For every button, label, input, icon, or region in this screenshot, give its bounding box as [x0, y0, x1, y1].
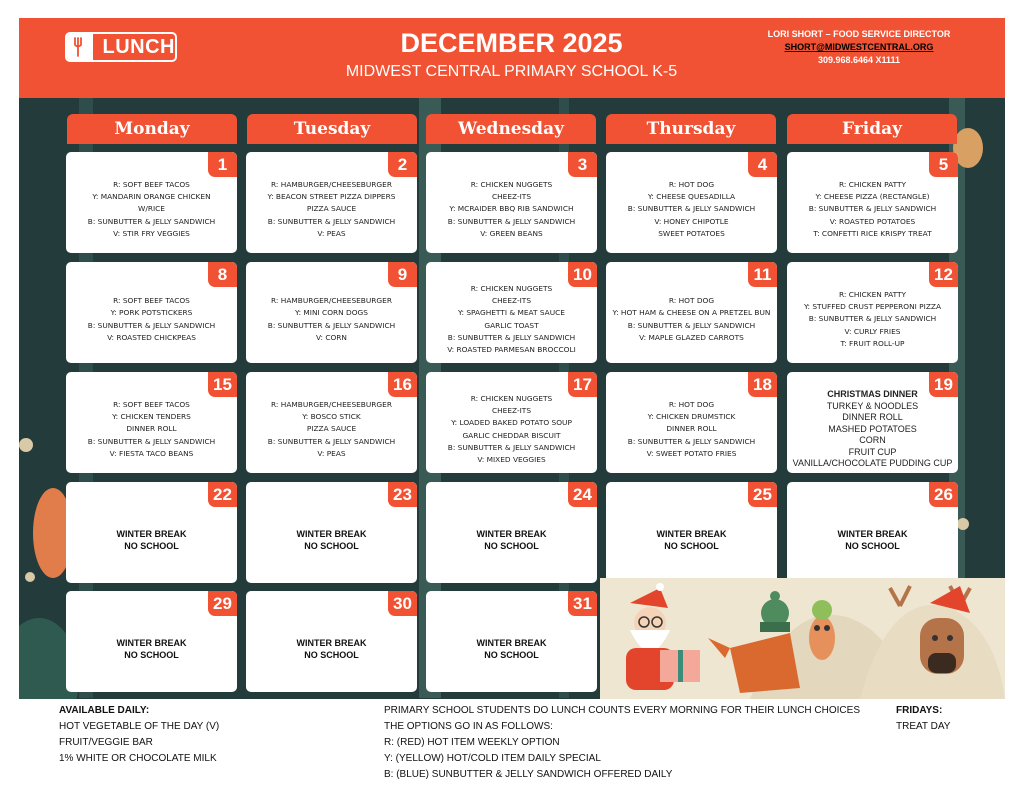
date-badge: 30: [388, 591, 417, 616]
menu-line: Y: CHEESE PIZZA (RECTANGLE): [815, 192, 930, 202]
day-header-tuesday: Tuesday: [247, 114, 417, 144]
fridays-text: TREAT DAY: [896, 721, 951, 732]
menu-line: WINTER BREAK: [476, 637, 547, 648]
menu-line: Y: MINI CORN DOGS: [295, 308, 368, 318]
menu-line: Y: CHEESE QUESADILLA: [647, 192, 736, 202]
day-cell: [246, 482, 417, 583]
day-cell: [246, 591, 417, 692]
available-item: 1% WHITE OR CHOCOLATE MILK: [59, 753, 217, 764]
contact-block: [739, 28, 979, 67]
menu-line: V: CORN: [316, 332, 347, 342]
contact-email-link[interactable]: SHORT@MIDWESTCENTRAL.ORG: [784, 42, 934, 52]
date-badge: 1: [208, 152, 237, 177]
day-cell: [66, 262, 237, 363]
menu-line: B: SUNBUTTER & JELLY SANDWICH: [808, 314, 937, 324]
dot-decoration: [957, 518, 969, 530]
day-cell: [66, 152, 237, 253]
menu-line: WINTER BREAK: [837, 528, 908, 539]
menu-line: B: SUNBUTTER & JELLY SANDWICH: [447, 216, 576, 226]
fork-icon: [67, 34, 93, 60]
day-header-monday: Monday: [67, 114, 237, 144]
menu-line: V: PEAS: [317, 228, 346, 238]
menu-line: NO SCHOOL: [124, 540, 179, 551]
menu-line: Y: CHICKEN TENDERS: [112, 412, 191, 422]
menu-line: WINTER BREAK: [296, 528, 367, 539]
menu-line: B: SUNBUTTER & JELLY SANDWICH: [267, 436, 396, 446]
date-badge: 9: [388, 262, 417, 287]
day-cell: [787, 372, 958, 473]
menu-line: B: SUNBUTTER & JELLY SANDWICH: [87, 216, 216, 226]
menu-line: R: HAMBURGER/CHEESEBURGER: [271, 399, 392, 409]
menu-line: Y: LOADED BAKED POTATO SOUP: [451, 418, 572, 428]
menu-line: WINTER BREAK: [656, 528, 727, 539]
date-badge: 15: [208, 372, 237, 397]
available-item: HOT VEGETABLE OF THE DAY (V): [59, 721, 220, 732]
menu-line: R: CHICKEN NUGGETS: [470, 283, 553, 293]
menu-line: NO SCHOOL: [484, 540, 539, 551]
day-cell: [606, 482, 777, 583]
header-banner: [19, 18, 1005, 98]
menu-line: V: MAPLE GLAZED CARROTS: [639, 332, 744, 342]
menu-line: Y: SPAGHETTI & MEAT SAUCE: [458, 308, 565, 318]
logo-text: LUNCH: [102, 35, 175, 58]
menu-line: NO SCHOOL: [304, 649, 359, 660]
menu-line: V: STIR FRY VEGGIES: [113, 228, 190, 238]
date-badge: 2: [388, 152, 417, 177]
menu-line: T: FRUIT ROLL-UP: [840, 338, 905, 348]
menu-line: R: HAMBURGER/CHEESEBURGER: [271, 179, 392, 189]
menu-line: B: SUNBUTTER & JELLY SANDWICH: [87, 320, 216, 330]
date-badge: 31: [568, 591, 597, 616]
menu-line: R: SOFT BEEF TACOS: [113, 296, 190, 306]
menu-line: MASHED POTATOES: [828, 423, 917, 434]
day-cell: [66, 482, 237, 583]
option-legend-item: Y: (YELLOW) HOT/COLD ITEM DAILY SPECIAL: [384, 753, 601, 764]
menu-line: PIZZA SAUCE: [306, 204, 357, 214]
date-badge: 23: [388, 482, 417, 507]
options-subtitle: THE OPTIONS GO IN AS FOLLOWS:: [384, 721, 553, 732]
menu-line: NO SCHOOL: [845, 540, 900, 551]
lunch-logo: [65, 32, 177, 62]
date-badge: 18: [748, 372, 777, 397]
menu-line: Y: PORK POTSTICKERS: [110, 308, 193, 318]
menu-line: CHEEZ-ITS: [491, 296, 532, 306]
school-name: MIDWEST CENTRAL PRIMARY SCHOOL K-5: [345, 63, 678, 80]
date-badge: 19: [929, 372, 958, 397]
menu-line: WINTER BREAK: [296, 637, 367, 648]
menu-line: TURKEY & NOODLES: [826, 400, 919, 411]
date-badge: 10: [568, 262, 597, 287]
menu-line: V: HONEY CHIPOTLE: [654, 216, 729, 226]
menu-line: DINNER ROLL: [842, 412, 903, 423]
day-cell: [787, 152, 958, 253]
date-badge: 5: [929, 152, 958, 177]
menu-line: V: MIXED VEGGIES: [477, 454, 546, 464]
menu-line: FRUIT CUP: [848, 446, 897, 457]
menu-line: B: SUNBUTTER & JELLY SANDWICH: [627, 320, 756, 330]
date-badge: 12: [929, 262, 958, 287]
menu-line: R: HOT DOG: [668, 179, 715, 189]
menu-line: Y: BOSCO STICK: [302, 412, 361, 422]
contact-name: LORI SHORT – FOOD SERVICE DIRECTOR: [767, 29, 951, 39]
dot-decoration: [19, 438, 33, 452]
day-cell: [606, 372, 777, 473]
date-badge: 8: [208, 262, 237, 287]
menu-line: B: SUNBUTTER & JELLY SANDWICH: [447, 442, 576, 452]
menu-line: R: CHICKEN PATTY: [838, 179, 907, 189]
available-item: FRUIT/VEGGIE BAR: [59, 737, 153, 748]
date-badge: 11: [748, 262, 777, 287]
day-cell: [426, 482, 597, 583]
fridays-title: FRIDAYS:: [896, 705, 943, 716]
day-cell: [787, 262, 958, 363]
holiday-illustration: [600, 578, 1005, 699]
date-badge: 3: [568, 152, 597, 177]
day-cell: [246, 262, 417, 363]
menu-line: WINTER BREAK: [116, 637, 187, 648]
menu-line: GARLIC TOAST: [484, 320, 539, 330]
menu-line: GARLIC CHEDDAR BISCUIT: [462, 430, 561, 440]
lunch-options-block: [384, 703, 860, 783]
day-cell: [246, 152, 417, 253]
menu-line: B: SUNBUTTER & JELLY SANDWICH: [267, 216, 396, 226]
menu-line: V: ROASTED PARMESAN BROCCOLI: [447, 344, 576, 354]
available-daily-title: AVAILABLE DAILY:: [59, 705, 150, 716]
day-cell: [606, 262, 777, 363]
day-cell: [787, 482, 958, 583]
day-cell: [66, 372, 237, 473]
lunch-counts-note: PRIMARY SCHOOL STUDENTS DO LUNCH COUNTS EVERY MORNING FOR THEIR LUNCH CHOICES: [384, 705, 860, 716]
date-badge: 24: [568, 482, 597, 507]
menu-line: B: SUNBUTTER & JELLY SANDWICH: [627, 436, 756, 446]
date-badge: 4: [748, 152, 777, 177]
day-header-thursday: Thursday: [606, 114, 776, 144]
menu-line: V: GREEN BEANS: [480, 228, 543, 238]
menu-line: Y: CHICKEN DRUMSTICK: [647, 412, 736, 422]
date-badge: 25: [748, 482, 777, 507]
date-badge: 29: [208, 591, 237, 616]
menu-line: V: SWEET POTATO FRIES: [646, 448, 737, 458]
menu-line: VANILLA/CHOCOLATE PUDDING CUP: [792, 458, 953, 469]
page-title: DECEMBER 2025: [400, 28, 623, 58]
day-header-friday: Friday: [787, 114, 957, 144]
menu-line: R: HOT DOG: [668, 296, 715, 306]
menu-line: CHEEZ-ITS: [491, 406, 532, 416]
menu-line: B: SUNBUTTER & JELLY SANDWICH: [267, 320, 396, 330]
menu-line: R: SOFT BEEF TACOS: [113, 179, 190, 189]
dot-decoration: [25, 572, 35, 582]
menu-line: WINTER BREAK: [116, 528, 187, 539]
menu-line: R: SOFT BEEF TACOS: [113, 399, 190, 409]
day-cell: [606, 152, 777, 253]
menu-line: B: SUNBUTTER & JELLY SANDWICH: [447, 332, 576, 342]
menu-line: R: HOT DOG: [668, 399, 715, 409]
menu-line: B: SUNBUTTER & JELLY SANDWICH: [808, 204, 937, 214]
option-legend-item: R: (RED) HOT ITEM WEEKLY OPTION: [384, 737, 560, 748]
fridays-block: [896, 703, 950, 735]
menu-line: V: CURLY FRIES: [844, 326, 901, 336]
day-header-wednesday: Wednesday: [426, 114, 596, 144]
menu-line: Y: HOT HAM & CHEESE ON A PRETZEL BUN: [612, 308, 771, 318]
holiday-characters-icon: [600, 578, 1005, 699]
menu-line: V: PEAS: [317, 448, 346, 458]
menu-line: Y: MANDARIN ORANGE CHICKEN: [92, 192, 211, 202]
contact-phone: 309.968.6464 X1111: [817, 55, 901, 65]
day-cell: [426, 152, 597, 253]
date-badge: 22: [208, 482, 237, 507]
menu-line: B: SUNBUTTER & JELLY SANDWICH: [87, 436, 216, 446]
menu-line: NO SCHOOL: [304, 540, 359, 551]
menu-line: V: FIESTA TACO BEANS: [109, 448, 194, 458]
menu-line: V: ROASTED CHICKPEAS: [107, 332, 196, 342]
day-cell: [426, 372, 597, 473]
menu-line: V: ROASTED POTATOES: [829, 216, 916, 226]
menu-line: R: CHICKEN NUGGETS: [470, 179, 553, 189]
day-cell: [426, 262, 597, 363]
menu-line: NO SCHOOL: [484, 649, 539, 660]
menu-line: Y: BEACON STREET PIZZA DIPPERS: [267, 192, 396, 202]
menu-line: WINTER BREAK: [476, 528, 547, 539]
menu-line: CHEEZ-ITS: [491, 192, 532, 202]
menu-line: NO SCHOOL: [124, 649, 179, 660]
date-badge: 26: [929, 482, 958, 507]
menu-line: Y: STUFFED CRUST PEPPERONI PIZZA: [804, 302, 941, 312]
date-badge: 17: [568, 372, 597, 397]
menu-line: R: CHICKEN NUGGETS: [470, 393, 553, 403]
option-legend-item: B: (BLUE) SUNBUTTER & JELLY SANDWICH OFFERED DAILY: [384, 769, 673, 780]
menu-line: W/RICE: [138, 204, 165, 214]
day-cell: [426, 591, 597, 692]
day-cell: [246, 372, 417, 473]
menu-line: DINNER ROLL: [126, 424, 177, 434]
menu-line: PIZZA SAUCE: [306, 424, 357, 434]
menu-line: R: CHICKEN PATTY: [838, 289, 907, 299]
menu-line: R: HAMBURGER/CHEESEBURGER: [271, 296, 392, 306]
menu-line: T: CONFETTI RICE KRISPY TREAT: [813, 228, 932, 238]
available-daily-block: [59, 703, 219, 767]
menu-line: B: SUNBUTTER & JELLY SANDWICH: [627, 204, 756, 214]
date-badge: 16: [388, 372, 417, 397]
menu-line: NO SCHOOL: [664, 540, 719, 551]
day-cell: [66, 591, 237, 692]
menu-line: CORN: [859, 435, 886, 446]
menu-line: DINNER ROLL: [666, 424, 717, 434]
menu-heading: CHRISTMAS DINNER: [827, 388, 918, 399]
menu-line: Y: MCRAIDER BBQ RIB SANDWICH: [449, 204, 574, 214]
menu-line: SWEET POTATOES: [658, 228, 725, 238]
